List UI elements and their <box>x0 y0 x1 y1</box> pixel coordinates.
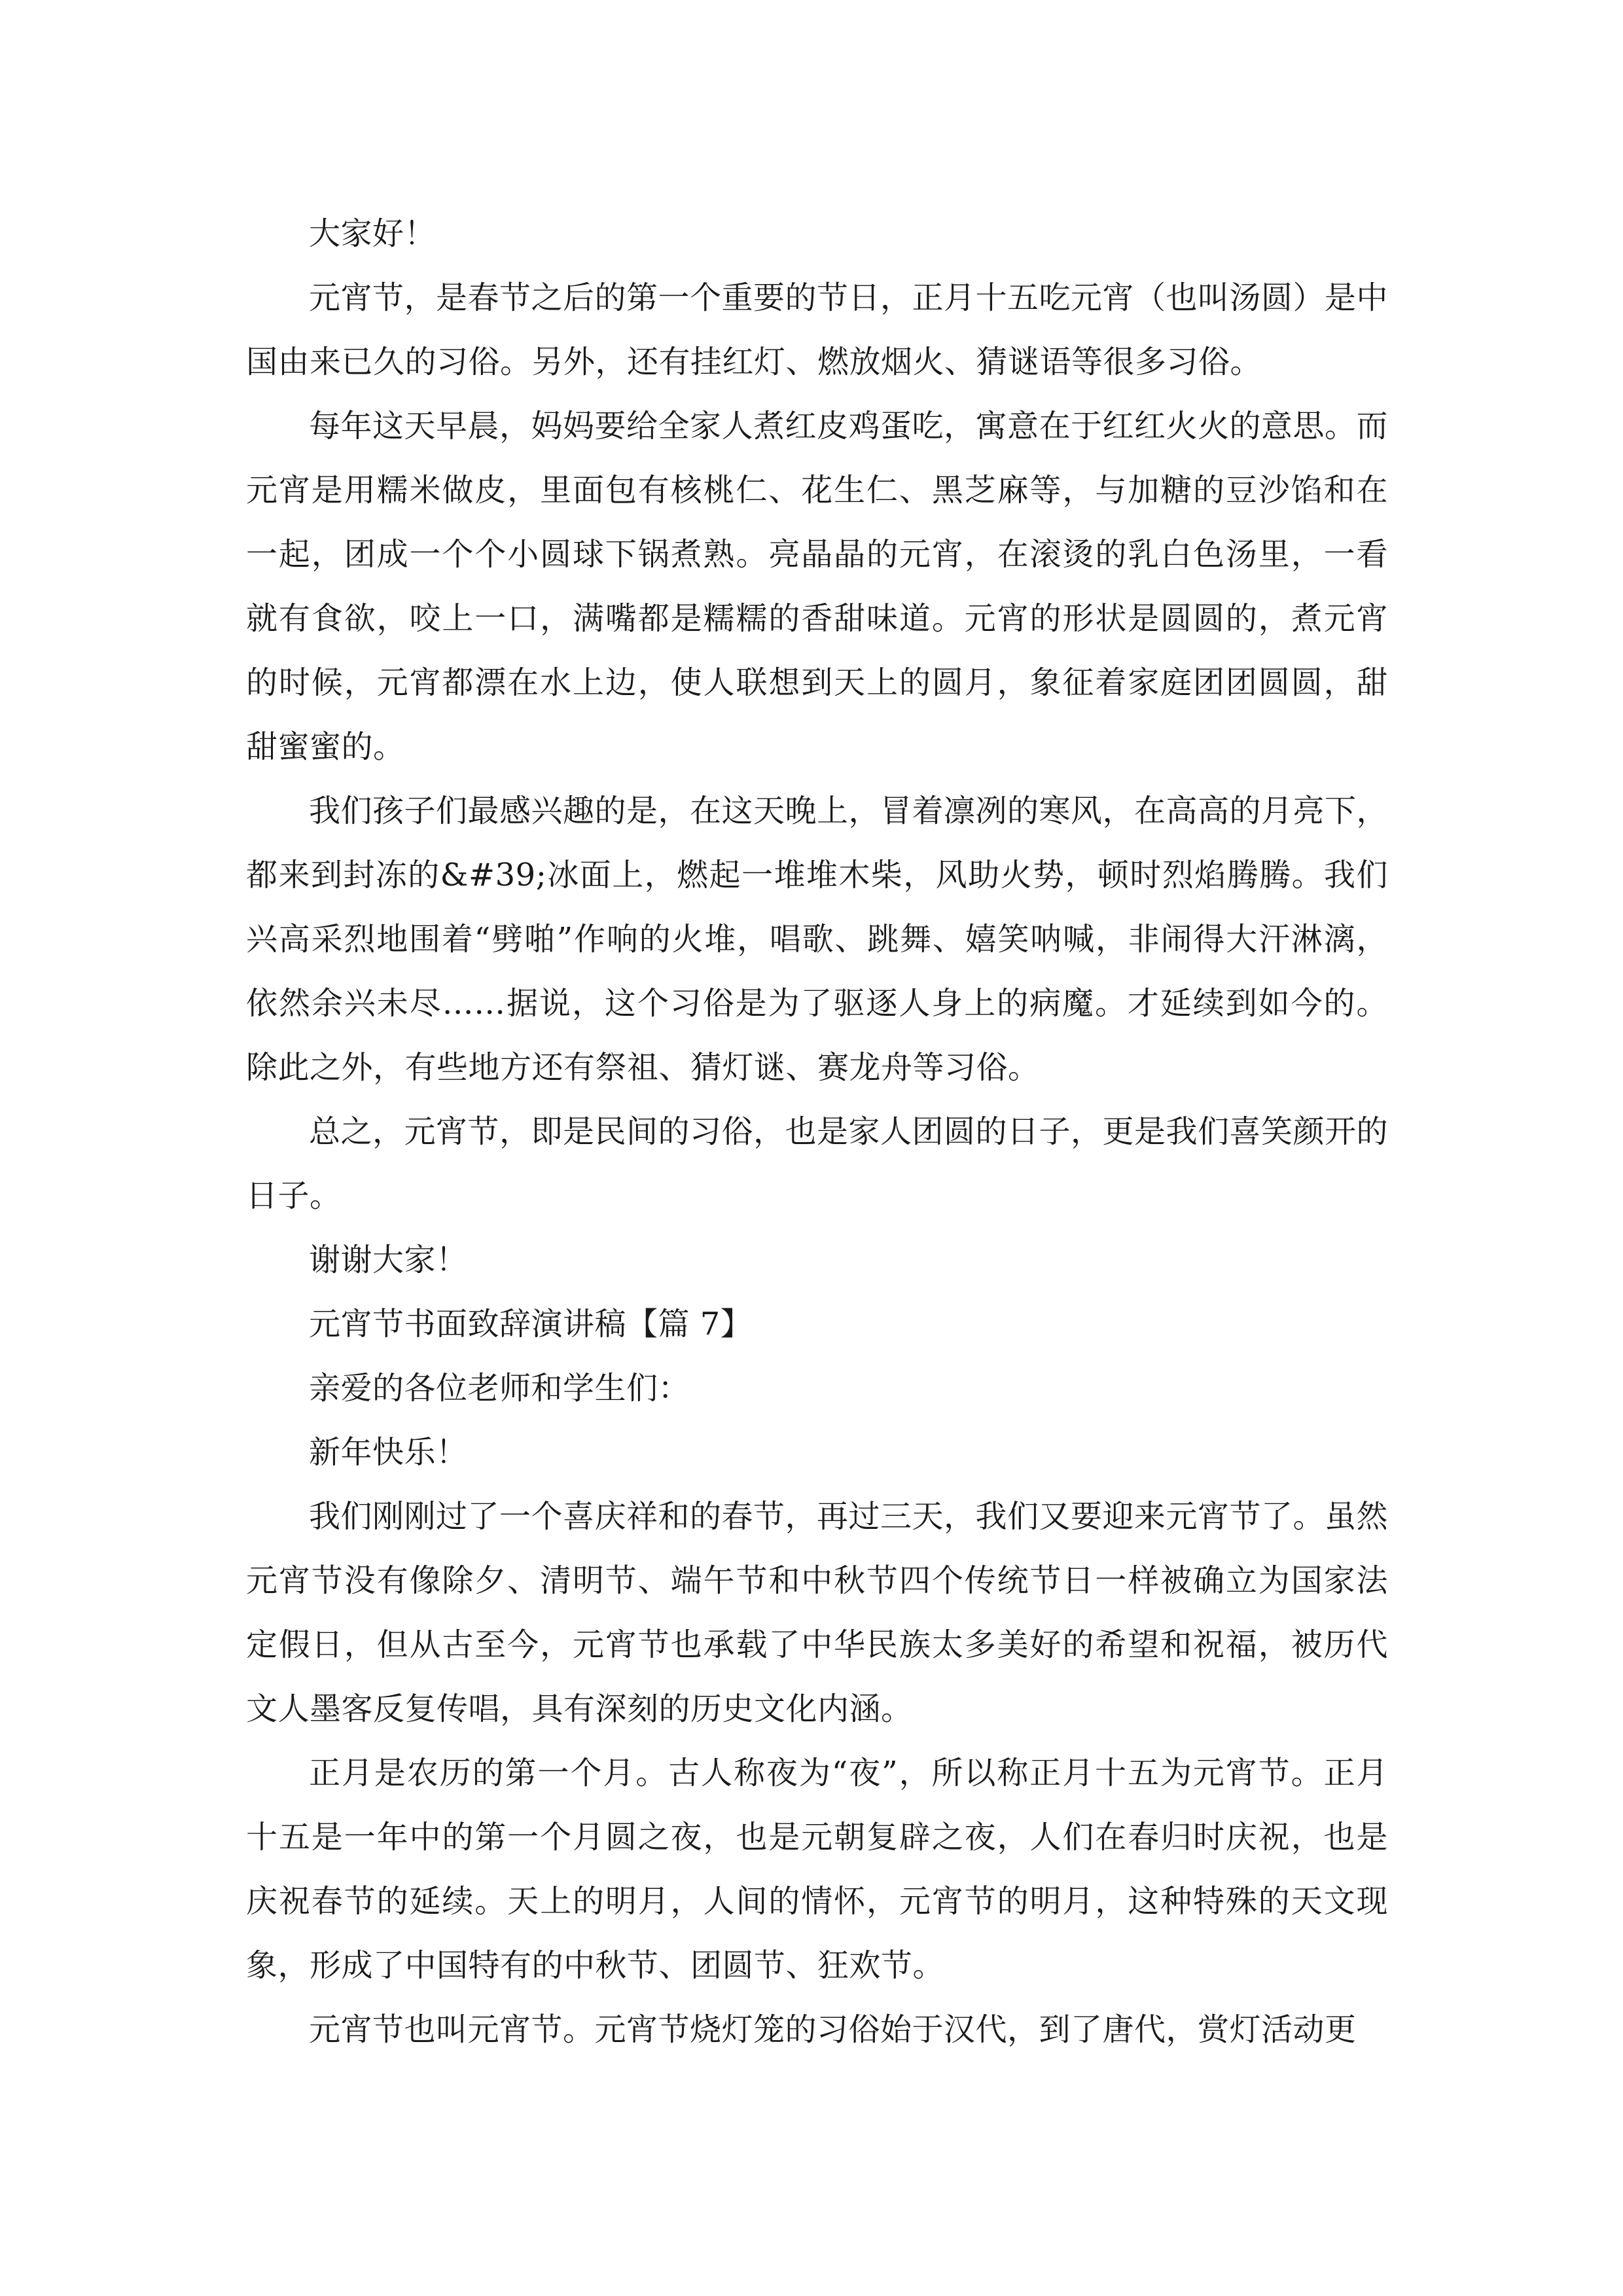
document-body <box>246 202 1388 2062</box>
paragraph-intro: 元宵节，是春节之后的第一个重要的节日，正月十五吃元宵（也叫汤圆）是中国由来已久的习俗。另外，还有挂红灯、燃放烟火、猜谜语等很多习俗。 <box>246 279 1389 380</box>
paragraph-lanterns: 元宵节也叫元宵节。元宵节烧灯笼的习俗始于汉代，到了唐代，赏灯活动更 <box>309 2011 1357 2048</box>
paragraph-greeting: 大家好！ <box>309 215 437 252</box>
paragraph-new-year: 新年快乐！ <box>309 1434 468 1471</box>
section-heading: 元宵节书面致辞演讲稿【篇 7】 <box>309 1306 753 1342</box>
paragraph-summary: 总之，元宵节，即是民间的习俗，也是家人团圆的日子，更是我们喜笑颜开的日子。 <box>246 1113 1389 1214</box>
paragraph-spring-festival: 我们刚刚过了一个喜庆祥和的春节，再过三天，我们又要迎来元宵节了。虽然元宵节没有像除夕、清明节、端午节和中秋节四个传统节日一样被确立为国家法定假日，但从古至今，元宵节也承载了中华民族太多美好的希望和祝福，被历代文人墨客反复传唱，具有深刻的历史文化内涵。 <box>246 1498 1389 1727</box>
paragraph-salutation: 亲爱的各位老师和学生们： <box>309 1370 690 1407</box>
paragraph-first-month: 正月是农历的第一个月。古人称夜为“夜”，所以称正月十五为元宵节。正月十五是一年中的第一个月圆之夜，也是元朝复辟之夜，人们在春归时庆祝，也是庆祝春节的延续。天上的明月，人间的情怀，元宵节的明月，这种特殊的天文现象，形成了中国特有的中秋节、团圆节、狂欢节。 <box>246 1755 1388 1984</box>
paragraph-morning: 每年这天早晨，妈妈要给全家人煮红皮鸡蛋吃，寓意在于红红火火的意思。而元宵是用糯米做皮，里面包有核桃仁、花生仁、黑芝麻等，与加糖的豆沙馅和在一起，团成一个个小圆球下锅煮熟。亮晶晶的元宵，在滚烫的乳白色汤里，一看就有食欲，咬上一口，满嘴都是糯糯的香甜味道。元宵的形状是圆圆的，煮元宵的时候，元宵都漂在水上边，使人联想到天上的圆月，象征着家庭团团圆圆，甜甜蜜蜜的。 <box>246 408 1389 765</box>
paragraph-children: 我们孩子们最感兴趣的是，在这天晚上，冒着凛冽的寒风，在高高的月亮下，都来到封冻的&#39;冰面上，燃起一堆堆木柴，风助火势，顿时烈焰腾腾。我们兴高采烈地围着“劈啪”作响的火堆，唱歌、跳舞、嬉笑呐喊，非闹得大汗淋漓，依然余兴未尽……据说，这个习俗是为了驱逐人身上的病魔。才延续到如今的。除此之外，有些地方还有祭祖、猜灯谜、赛龙舟等习俗。 <box>246 793 1389 1086</box>
paragraph-thanks: 谢谢大家！ <box>309 1242 468 1278</box>
